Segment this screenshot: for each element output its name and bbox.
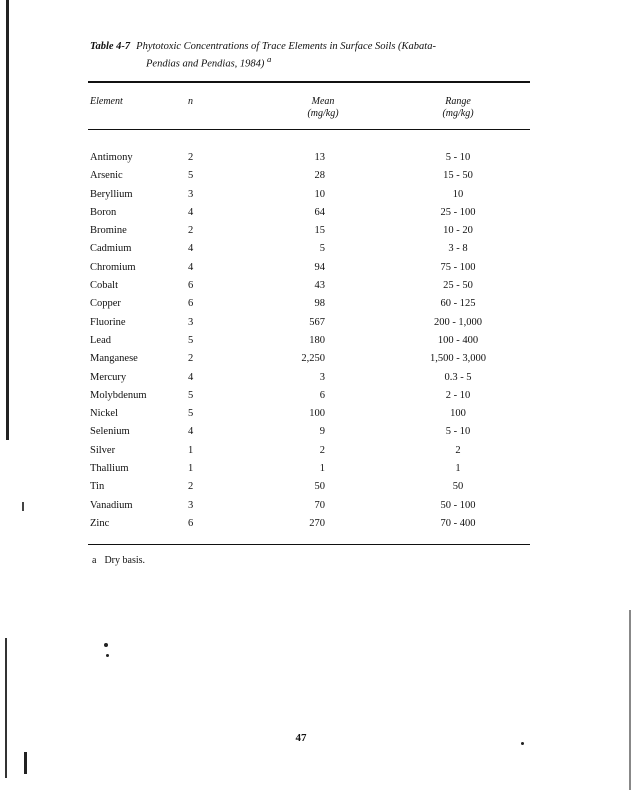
header-mean-line1: Mean [311, 96, 335, 107]
cell-element: Molybdenum [90, 389, 147, 401]
cell-element: Fluorine [90, 316, 126, 328]
header-range [418, 96, 498, 120]
cell-n: 5 [188, 389, 194, 401]
cell-n: 6 [188, 517, 194, 529]
cell-range: 60 - 125 [440, 298, 476, 310]
table-row [88, 149, 530, 167]
scan-artifact-dot [106, 654, 109, 657]
table-label: Table 4-7 [90, 41, 131, 52]
table-body [88, 149, 530, 533]
table-row [88, 314, 530, 332]
page-number: 47 [295, 732, 307, 744]
cell-mean: 50 [314, 481, 325, 493]
cell-range: 100 - 400 [437, 334, 479, 346]
cell-mean: 2 [319, 444, 325, 456]
cell-range: 1 [455, 463, 461, 475]
cell-mean: 98 [314, 298, 325, 310]
footnote-mark: a [92, 555, 97, 566]
table-row [88, 277, 530, 295]
table-row [88, 186, 530, 204]
cell-range: 2 - 10 [445, 389, 471, 401]
cell-element: Thallium [90, 463, 129, 475]
scan-artifact-mark [22, 502, 24, 511]
cell-mean: 3 [319, 371, 325, 383]
cell-range: 10 - 20 [443, 225, 473, 237]
cell-n: 1 [188, 463, 194, 475]
cell-element: Tin [90, 481, 105, 493]
cell-mean: 567 [309, 316, 325, 328]
table-row [88, 405, 530, 423]
table-row [88, 369, 530, 387]
header-range-line2: (mg/kg) [442, 108, 474, 119]
cell-range: 5 - 10 [445, 152, 471, 163]
table-title-line2: Pendias and Pendias, 1984) [146, 58, 265, 70]
table-title-line1: Phytotoxic Concentrations of Trace Elements in Surface Soils (Kabata- [136, 41, 436, 52]
header-n: n [188, 96, 193, 107]
cell-n: 3 [188, 188, 194, 200]
cell-element: Nickel [90, 408, 118, 420]
header-mean [283, 96, 363, 120]
cell-mean: 1 [319, 463, 325, 475]
cell-mean: 13 [314, 152, 325, 163]
cell-n: 5 [188, 334, 194, 346]
cell-n: 2 [188, 481, 194, 493]
cell-n: 5 [188, 170, 194, 182]
cell-range: 100 [450, 408, 466, 420]
cell-n: 4 [188, 206, 194, 218]
table-row [88, 442, 530, 460]
cell-element: Cadmium [90, 243, 132, 255]
cell-element: Beryllium [90, 188, 133, 200]
cell-n: 4 [188, 426, 194, 438]
cell-mean: 94 [314, 261, 325, 273]
cell-range: 25 - 100 [440, 206, 476, 218]
table-row [88, 332, 530, 350]
cell-element: Cobalt [90, 280, 118, 292]
scan-artifact-dot [521, 742, 524, 745]
table-header-rule [88, 129, 530, 130]
table-row [88, 167, 530, 185]
cell-n: 2 [188, 353, 194, 365]
cell-mean: 15 [314, 225, 325, 237]
cell-element: Manganese [90, 353, 138, 365]
table-bottom-rule [88, 544, 530, 545]
scan-artifact-mark [24, 752, 27, 774]
cell-range: 2 [455, 444, 461, 456]
cell-mean: 43 [314, 280, 325, 292]
cell-mean: 28 [314, 170, 325, 182]
cell-range: 25 - 50 [443, 280, 473, 292]
table-caption [90, 40, 530, 71]
scan-artifact-mark [5, 638, 7, 778]
table-row [88, 478, 530, 496]
cell-n: 4 [188, 243, 194, 255]
cell-element: Arsenic [90, 170, 123, 182]
cell-n: 2 [188, 225, 194, 237]
header-mean-line2: (mg/kg) [307, 108, 339, 119]
table-row [88, 387, 530, 405]
cell-range: 3 - 8 [448, 243, 468, 255]
cell-mean: 6 [319, 389, 325, 401]
cell-mean: 100 [309, 408, 325, 420]
scan-artifact-mark [629, 610, 631, 790]
cell-range: 200 - 1,000 [433, 316, 483, 328]
table-row [88, 515, 530, 533]
cell-range: 5 - 10 [445, 426, 471, 438]
cell-mean: 180 [309, 334, 325, 346]
cell-range: 1,500 - 3,000 [430, 353, 486, 365]
cell-mean: 10 [314, 188, 325, 200]
cell-element: Antimony [90, 152, 133, 163]
title-footnote-mark: a [267, 54, 272, 64]
table-row [88, 259, 530, 277]
cell-range: 10 [452, 188, 464, 200]
cell-mean: 5 [319, 243, 325, 255]
cell-element: Zinc [90, 517, 110, 529]
table-row [88, 204, 530, 222]
cell-element: Copper [90, 298, 121, 310]
cell-element: Boron [90, 206, 117, 218]
cell-element: Lead [90, 334, 111, 346]
table-row [88, 460, 530, 478]
table-row [88, 295, 530, 313]
table-row [88, 222, 530, 240]
cell-n: 3 [188, 316, 194, 328]
cell-element: Bromine [90, 225, 127, 237]
table-top-rule [88, 81, 530, 83]
cell-n: 3 [188, 499, 194, 511]
table-row [88, 423, 530, 441]
cell-mean: 9 [319, 426, 325, 438]
cell-n: 4 [188, 261, 194, 273]
cell-mean: 270 [309, 517, 325, 529]
table-row [88, 350, 530, 368]
cell-element: Mercury [90, 371, 127, 383]
cell-mean: 2,250 [301, 353, 325, 365]
cell-element: Chromium [90, 261, 136, 273]
cell-element: Silver [90, 444, 116, 456]
cell-element: Selenium [90, 426, 130, 438]
cell-mean: 64 [314, 206, 325, 218]
cell-n: 1 [188, 444, 194, 456]
cell-n: 6 [188, 298, 194, 310]
footnote-text: Dry basis. [104, 555, 146, 566]
cell-mean: 70 [314, 499, 325, 511]
cell-n: 6 [188, 280, 194, 292]
cell-element: Vanadium [90, 499, 133, 511]
header-element: Element [90, 96, 123, 107]
table-row [88, 497, 530, 515]
cell-n: 5 [188, 408, 194, 420]
table-header [88, 96, 530, 126]
cell-range: 50 [452, 481, 464, 493]
scan-artifact-dot [104, 643, 108, 647]
cell-range: 70 - 400 [440, 517, 476, 529]
header-range-line1: Range [445, 96, 471, 107]
cell-range: 75 - 100 [440, 261, 476, 273]
cell-range: 0.3 - 5 [444, 371, 472, 383]
cell-range: 15 - 50 [443, 170, 473, 182]
cell-n: 4 [188, 371, 194, 383]
table-row [88, 240, 530, 258]
table-footnote [92, 555, 145, 566]
cell-n: 2 [188, 152, 194, 163]
scan-artifact-left-edge [6, 0, 9, 440]
cell-range: 50 - 100 [440, 499, 476, 511]
